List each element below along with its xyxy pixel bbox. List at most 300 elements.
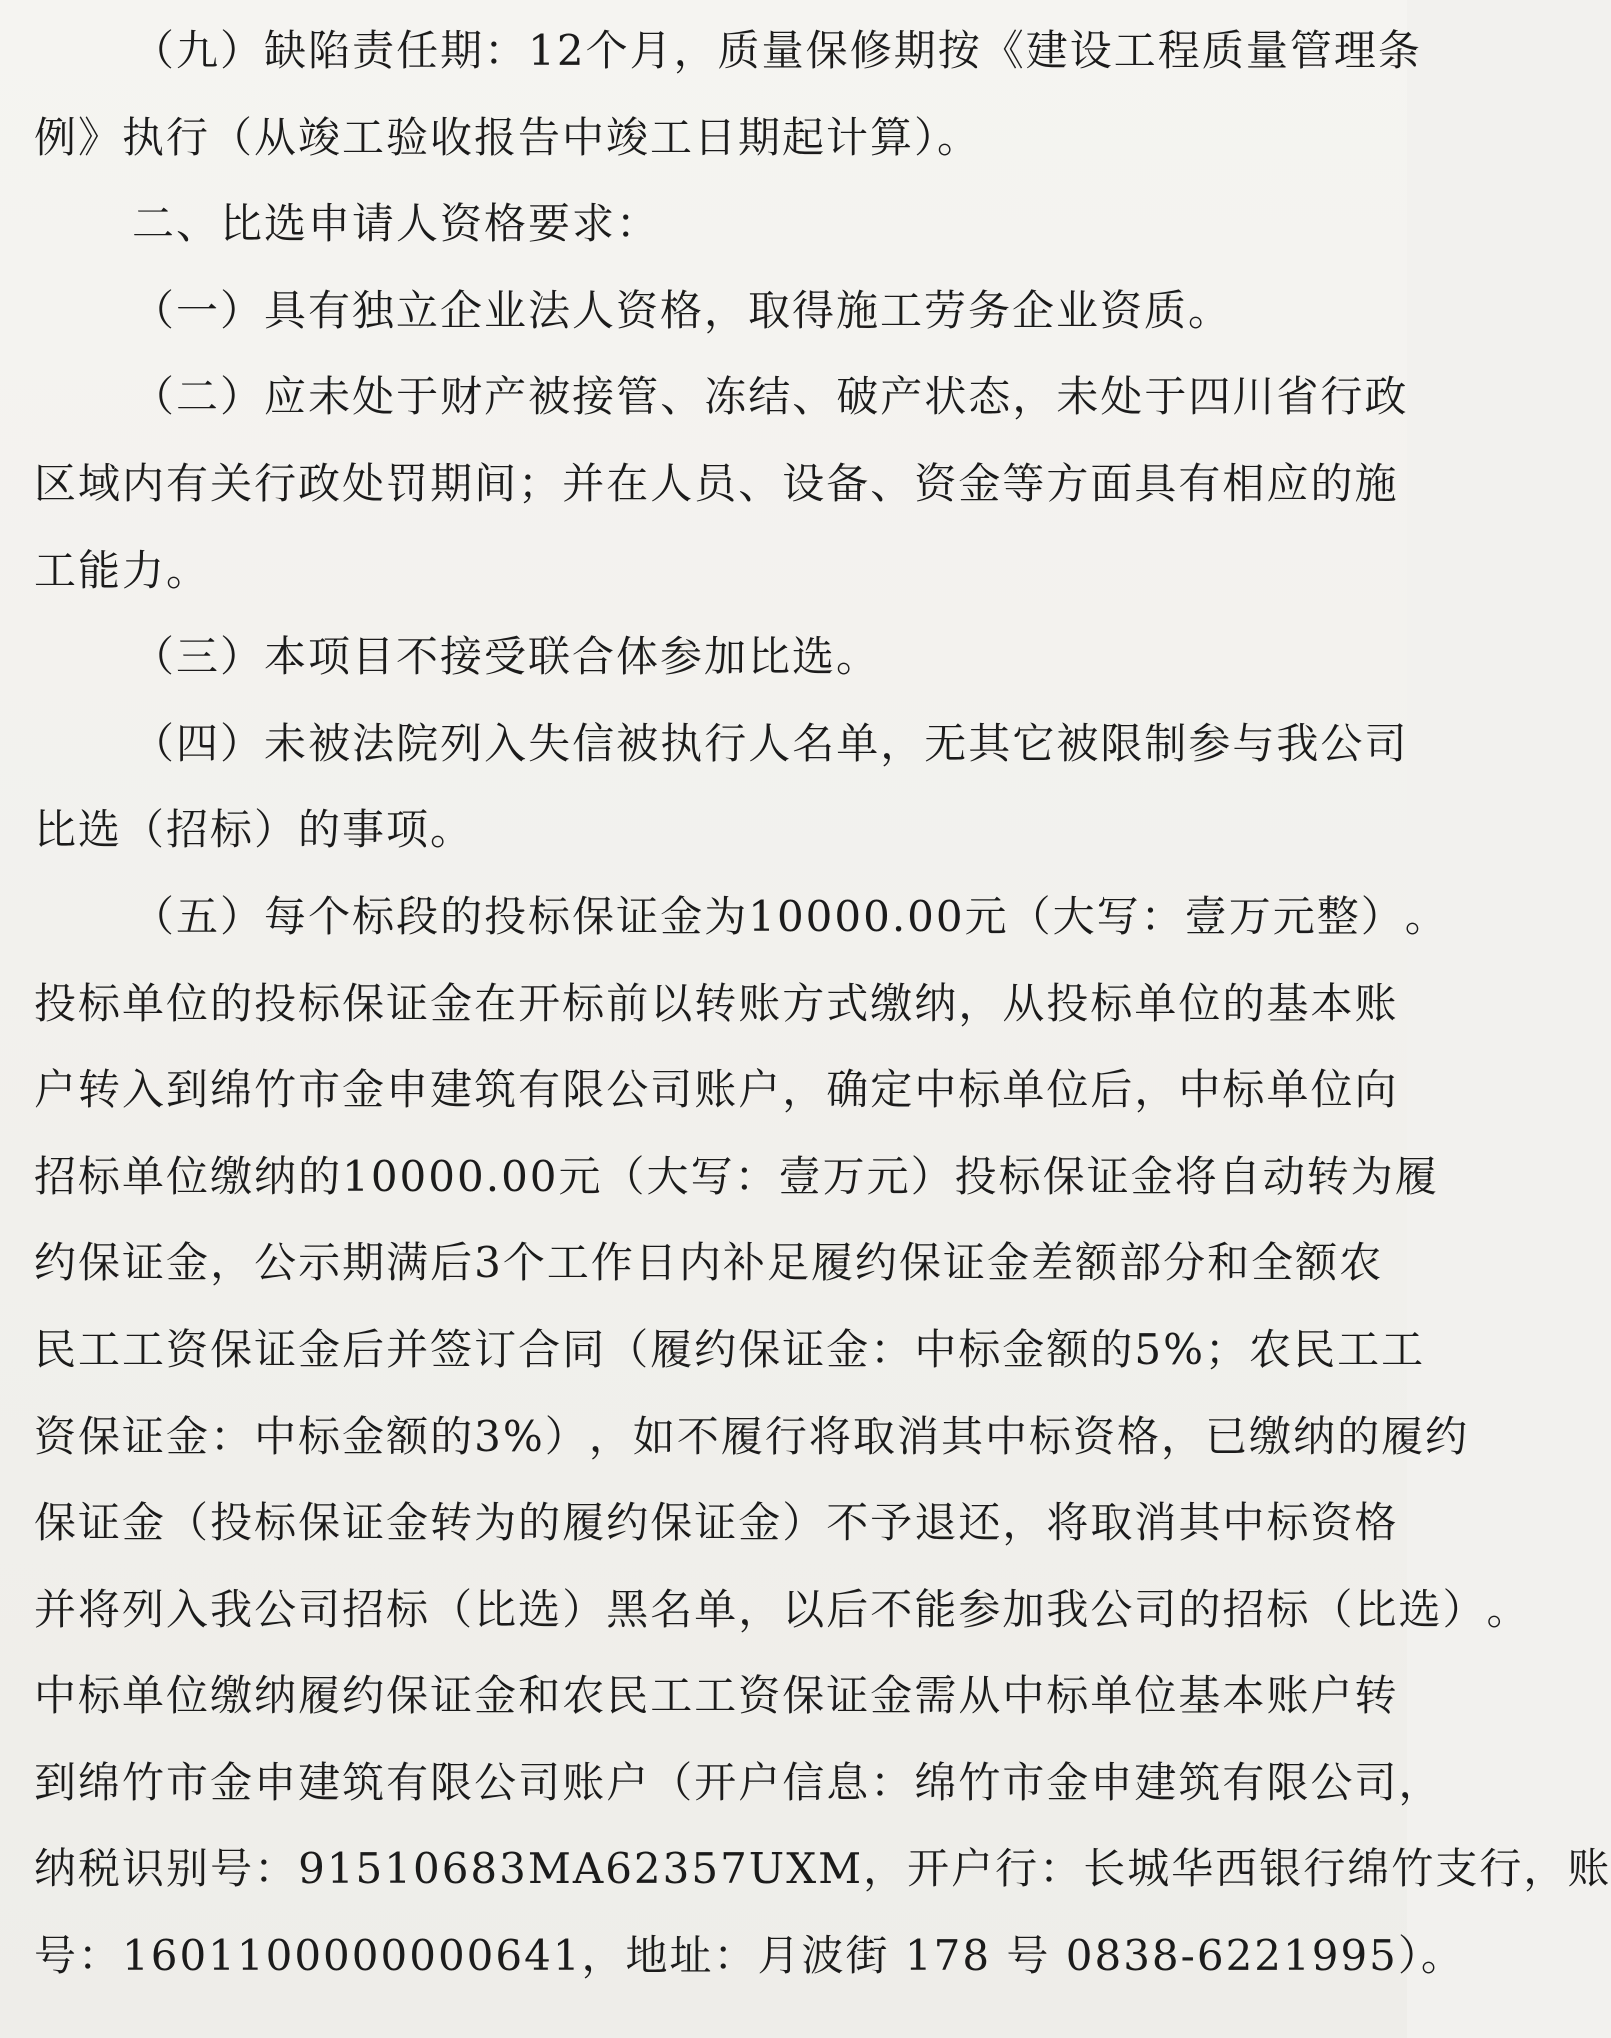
- document-line-token: 质: [717, 26, 762, 75]
- document-line-token: 足: [766, 1238, 811, 1288]
- document-line-token: 履: [811, 1238, 856, 1288]
- document-line-token: 罚: [386, 458, 431, 508]
- document-line-token: 履: [1394, 1151, 1439, 1201]
- document-line-token: 壹: [1184, 891, 1229, 941]
- document-line-token: 公: [1090, 1584, 1135, 1634]
- document-line-token: 3: [474, 1238, 503, 1288]
- document-line-token: 中: [34, 1671, 79, 1721]
- document-line-token: 行: [995, 1844, 1040, 1894]
- document-line-token: 银: [1259, 1844, 1304, 1894]
- document-line-token: 的: [1337, 1411, 1382, 1461]
- document-line-token: 投: [484, 891, 529, 941]
- document-line-token: 大: [646, 1151, 691, 1201]
- document-line-token: 位: [1046, 1065, 1091, 1115]
- document-line-token: 管: [1289, 26, 1334, 75]
- document-line-token: 账: [562, 1757, 607, 1807]
- document-line-token: （: [606, 1324, 651, 1374]
- document-line-token: 与: [1232, 718, 1277, 768]
- document-line-token: ，: [1012, 372, 1057, 422]
- document-line-token: 人: [748, 718, 793, 768]
- document-line-token: 履: [298, 1671, 343, 1721]
- document-line-token: 按: [937, 26, 982, 75]
- document-line-token: 元: [866, 1151, 911, 1201]
- document-line: （三）本项目不接受联合体参加比选。: [132, 632, 881, 682]
- document-line-token: 应: [1266, 458, 1311, 508]
- document-line-token: 的: [1178, 1584, 1223, 1634]
- document-line-token: 公: [254, 1238, 299, 1288]
- document-line-token: 缴: [870, 978, 915, 1028]
- document-line-token: 状: [924, 372, 969, 422]
- document-line-token: 约: [1425, 1411, 1470, 1461]
- document-line-token: 冻: [704, 372, 749, 422]
- document-line-token: 参: [1188, 718, 1233, 768]
- document-line-token: 投: [34, 978, 79, 1028]
- document-line-token: 相: [1222, 458, 1267, 508]
- document-line-token: 招: [1222, 1584, 1267, 1634]
- document-line: 二、比选申请人资格要求：: [132, 199, 661, 249]
- document-line-token: 户: [1310, 1671, 1355, 1721]
- document-line-token: 竹: [122, 1757, 167, 1807]
- document-line-token: 金: [870, 1671, 915, 1721]
- document-line: [34, 1047, 1399, 1134]
- document-line-token: 接: [572, 372, 617, 422]
- document-line-token: 大: [1052, 891, 1097, 941]
- document-line-token: 后: [826, 1584, 871, 1634]
- document-line-token: 金: [987, 1238, 1032, 1288]
- document-line-token: 格: [1117, 1411, 1162, 1461]
- document-line-token: 备: [826, 458, 871, 508]
- document-line-token: 行: [1479, 1844, 1524, 1894]
- document-line-token: 取: [1090, 1498, 1135, 1548]
- document-line-token: 转: [1354, 1671, 1399, 1721]
- document-line-token: 省: [1276, 372, 1321, 422]
- document-line-token: 、: [660, 372, 705, 422]
- document-line-token: 履: [562, 1498, 607, 1548]
- document-line-token: 期: [430, 458, 475, 508]
- document-line-token: 满: [386, 1238, 431, 1288]
- document-line-token: 民: [606, 1671, 651, 1721]
- document-line-token: 投: [1046, 978, 1091, 1028]
- document-line-token: 人: [650, 458, 695, 508]
- document-line-token: 保: [782, 1671, 827, 1721]
- document-line-token: 我: [1046, 1584, 1091, 1634]
- document-line-token: 识: [122, 1844, 167, 1894]
- document-line-token: 5%: [1134, 1324, 1206, 1374]
- document-line-token: 量: [761, 26, 806, 75]
- document-line-token: ，: [863, 1844, 908, 1894]
- document-line-token: 证: [943, 1238, 988, 1288]
- document-line-token: 和: [1207, 1238, 1252, 1288]
- document-line-token: 单: [122, 1151, 167, 1201]
- document-line: [34, 354, 1409, 441]
- document-line-token: 工: [78, 1324, 123, 1374]
- document-line-token: （: [602, 1151, 647, 1201]
- document-line-token: 如: [632, 1411, 677, 1461]
- document-line-token: 约: [855, 1238, 900, 1288]
- document-line-token: 加: [1002, 1584, 1047, 1634]
- document-line-token: 履: [650, 1324, 695, 1374]
- document-line-token: 金: [1002, 1324, 1047, 1374]
- document-line-token: 标: [352, 891, 397, 941]
- document-line-token: ）: [910, 1151, 955, 1201]
- document-line-token: 中: [914, 1324, 959, 1374]
- document-line-token: 予: [870, 1498, 915, 1548]
- document-line-token: 同: [562, 1324, 607, 1374]
- document-line-token: 在: [606, 458, 651, 508]
- document-line-token: 纳: [254, 1151, 299, 1201]
- document-line-token: 司: [1354, 1757, 1399, 1807]
- document-line-token: 民: [34, 1324, 79, 1374]
- document-line-token: 竹: [958, 1757, 1003, 1807]
- document-line: 号：1601100000000641，地址：月波街 178 号 0838-6221995）。: [34, 1931, 1465, 1981]
- document-line-token: 具: [1134, 458, 1179, 508]
- document-line-token: 行: [764, 1411, 809, 1461]
- document-line-token: 额: [386, 1411, 431, 1461]
- document-line: [34, 1480, 1399, 1567]
- document-line-token: ，: [782, 1065, 827, 1115]
- document-line: [34, 1653, 1399, 1740]
- document-line-token: 公: [1320, 718, 1365, 768]
- document-line-token: ：: [870, 1324, 915, 1374]
- document-line-token: 五: [176, 891, 221, 941]
- document-line-token: 将: [78, 1584, 123, 1634]
- document-line-token: 建: [430, 1065, 475, 1115]
- document-line-token: 绵: [914, 1757, 959, 1807]
- document-line-token: 农: [1249, 1324, 1294, 1374]
- document-line-token: 到: [166, 1065, 211, 1115]
- document-line-token: 招: [34, 1151, 79, 1201]
- document-line-token: 纳: [34, 1844, 79, 1894]
- document-line-token: 金: [342, 1065, 387, 1115]
- document-line-token: 处: [342, 458, 387, 508]
- document-line-token: 单: [1002, 1065, 1047, 1115]
- document-line-token: 其: [1178, 1498, 1223, 1548]
- document-line-token: 以: [782, 1584, 827, 1634]
- document-line-token: 域: [78, 458, 123, 508]
- document-line-token: 履: [1381, 1411, 1426, 1461]
- document-line: [34, 1134, 1439, 1221]
- document-line-token: 程: [1157, 26, 1202, 75]
- document-line-token: 为: [1350, 1151, 1395, 1201]
- document-line-token: 户: [738, 1757, 783, 1807]
- document-line-token: 标: [1028, 1411, 1073, 1461]
- document-line-token: 前: [606, 978, 651, 1028]
- document-line-token: 证: [694, 1498, 739, 1548]
- document-line-token: 内: [678, 1238, 723, 1288]
- document-line-token: 约: [342, 1671, 387, 1721]
- document-line-token: 公: [606, 1065, 651, 1115]
- document-line-token: 金: [1046, 1757, 1091, 1807]
- document-line-token: 信: [782, 1757, 827, 1807]
- document-line-token: 段: [396, 891, 441, 941]
- document-line-token: 中: [254, 1411, 299, 1461]
- document-line-token: （: [650, 1757, 695, 1807]
- document-line-token: 列: [122, 1584, 167, 1634]
- document-line-token: 政: [1364, 372, 1409, 422]
- document-line-token: 。: [1486, 1584, 1531, 1634]
- document-line-token: 标: [998, 1151, 1043, 1201]
- document-line-token: 财: [440, 372, 485, 422]
- document-line-token: 转: [694, 978, 739, 1028]
- document-line-token: 金: [166, 1411, 211, 1461]
- document-line-token: 竹: [254, 1065, 299, 1115]
- document-line-token: 后: [342, 1324, 387, 1374]
- document-line-token: 全: [1251, 1238, 1296, 1288]
- document-line: 比选（招标）的事项。: [34, 805, 475, 855]
- document-line-token: 法: [352, 718, 397, 768]
- document-line-token: 户: [951, 1844, 996, 1894]
- document-line-token: 保: [210, 1324, 255, 1374]
- document-line-token: 入: [166, 1584, 211, 1634]
- document-line-token: 元: [1272, 891, 1317, 941]
- document-line-token: 处: [1100, 372, 1145, 422]
- document-line-token: 市: [1002, 1757, 1047, 1807]
- document-line-token: 账: [738, 978, 783, 1028]
- document-line-token: 农: [1339, 1238, 1384, 1288]
- document-line-token: 额: [1075, 1238, 1120, 1288]
- document-line-token: ）: [1442, 1584, 1487, 1634]
- document-line-token: 证: [430, 1671, 475, 1721]
- document-line-token: 工: [546, 1238, 591, 1288]
- document-line-token: 方: [1046, 458, 1091, 508]
- document-line-token: 农: [562, 1671, 607, 1721]
- document-line-token: ，: [1002, 1498, 1047, 1548]
- document-line-token: 金: [122, 1498, 167, 1548]
- document-line-token: 元: [964, 891, 1009, 941]
- document-line-token: 名: [650, 1584, 695, 1634]
- document-line-token: 中: [1002, 1671, 1047, 1721]
- document-line-token: 签: [430, 1324, 475, 1374]
- document-line-token: 司: [518, 1757, 563, 1807]
- document-line-token: 金: [1130, 1151, 1175, 1201]
- document-line-token: 开: [694, 1757, 739, 1807]
- document-line-token: 基: [1178, 1671, 1223, 1721]
- document-line-token: 缴: [1249, 1411, 1294, 1461]
- document-line-token: 10000.00: [748, 891, 965, 941]
- document-line-token: 月: [629, 26, 674, 75]
- document-line-token: 行: [1303, 1844, 1348, 1894]
- document-line-token: ，: [1523, 1844, 1568, 1894]
- document-line: [34, 1220, 1384, 1307]
- document-line-token: ，: [738, 1584, 783, 1634]
- document-line-token: 每: [264, 891, 309, 941]
- document-line-token: ）: [220, 26, 265, 75]
- document-line-token: 保: [34, 1498, 79, 1548]
- document-line-token: 为: [704, 891, 749, 941]
- document-line-token: 金: [474, 1671, 519, 1721]
- document-line-token: 支: [1435, 1844, 1480, 1894]
- document-line-token: 的: [1222, 978, 1267, 1028]
- document-line-token: 期: [440, 26, 485, 75]
- document-line-token: 还: [958, 1498, 1003, 1548]
- document-line-token: 写: [1096, 891, 1141, 941]
- document-line-token: 未: [308, 372, 353, 422]
- document-line-token: ，: [588, 1411, 633, 1461]
- document-line-token: 纳: [1293, 1411, 1338, 1461]
- document-line-token: 执: [660, 718, 705, 768]
- document-line-token: 申: [1090, 1757, 1135, 1807]
- document-line-token: ，: [1134, 1065, 1179, 1115]
- document-line-token: 不: [826, 1498, 871, 1548]
- document-line-token: 动: [1262, 1151, 1307, 1201]
- document-line-token: （: [132, 891, 177, 941]
- document-line-token: 保: [650, 1498, 695, 1548]
- document-line-token: 未: [264, 718, 309, 768]
- document-line-token: 91510683MA62357UXM: [298, 1844, 864, 1894]
- document-line-token: 其: [940, 1411, 985, 1461]
- document-line-token: 标: [1266, 1584, 1311, 1634]
- document-line-token: 金: [210, 1757, 255, 1807]
- document-line-token: 开: [518, 978, 563, 1028]
- document-line-token: 定: [870, 1065, 915, 1115]
- document-line-token: 标: [1090, 978, 1135, 1028]
- document-line-token: 四: [176, 718, 221, 768]
- document-line-token: 标: [78, 1671, 123, 1721]
- document-line-token: 缺: [264, 26, 309, 75]
- document-line-token: 元: [558, 1151, 603, 1201]
- document-line-token: 信: [572, 718, 617, 768]
- document-line-token: 公: [1310, 1757, 1355, 1807]
- document-line-token: （: [132, 718, 177, 768]
- document-line-token: 无: [924, 718, 969, 768]
- document-line-token: 行: [1320, 372, 1365, 422]
- document-line-token: 。: [1404, 891, 1449, 941]
- document-line-token: 缴: [210, 1151, 255, 1201]
- document-line-token: 工: [122, 1324, 167, 1374]
- document-line-token: ）: [782, 1498, 827, 1548]
- document-line-token: 不: [870, 1584, 915, 1634]
- document-line-token: 向: [1354, 1065, 1399, 1115]
- document-line-token: 金: [660, 891, 705, 941]
- document-line-token: 城: [1127, 1844, 1172, 1894]
- document-line-token: 选: [518, 1584, 563, 1634]
- document-line: [34, 874, 1449, 961]
- document-line-token: 资: [1072, 1411, 1117, 1461]
- document-line-token: 合: [518, 1324, 563, 1374]
- document-line-token: 限: [430, 1757, 475, 1807]
- document-line: [34, 1394, 1470, 1481]
- document-line-token: 本: [1310, 978, 1355, 1028]
- document-line-token: 公: [474, 1757, 519, 1807]
- document-line-token: ；: [518, 458, 563, 508]
- document-line-token: 区: [34, 458, 79, 508]
- document-line-token: 补: [722, 1238, 767, 1288]
- document-line-token: 壹: [778, 1151, 823, 1201]
- document-body: [34, 8, 1611, 2000]
- document-line-token: 招: [342, 1584, 387, 1634]
- document-line-token: 金: [386, 1498, 431, 1548]
- document-line-token: 我: [210, 1584, 255, 1634]
- document-line-token: 单: [1134, 978, 1179, 1028]
- document-line-token: 工: [1113, 26, 1158, 75]
- document-line-token: 列: [440, 718, 485, 768]
- document-line-token: （: [1310, 1584, 1355, 1634]
- document-line-token: 12: [528, 26, 586, 75]
- document-line-token: 单: [122, 978, 167, 1028]
- document-line-token: 资: [1310, 1498, 1355, 1548]
- document-line-token: 中: [914, 1065, 959, 1115]
- document-line-token: 金: [958, 458, 1003, 508]
- document-line-token: 证: [386, 978, 431, 1028]
- document-line-token: 标: [528, 891, 573, 941]
- document-line-token: 已: [1205, 1411, 1250, 1461]
- document-line-token: ：: [254, 1844, 299, 1894]
- document-line-token: 投: [254, 978, 299, 1028]
- document-line-token: 于: [396, 372, 441, 422]
- document-line-token: 司: [1134, 1584, 1179, 1634]
- document-line-token: 制: [1144, 718, 1189, 768]
- document-line-token: 任: [396, 26, 441, 75]
- document-line-token: 行: [704, 718, 749, 768]
- document-line-token: 以: [650, 978, 695, 1028]
- document-line: [34, 441, 1399, 528]
- document-line-token: 资: [34, 1411, 79, 1461]
- document-line-token: 证: [1086, 1151, 1131, 1201]
- document-line-token: 有: [1222, 1757, 1267, 1807]
- document-line-token: 位: [1134, 1671, 1179, 1721]
- document-line-token: 有: [386, 1757, 431, 1807]
- document-line-token: 户: [606, 1757, 651, 1807]
- document-line-token: 能: [914, 1584, 959, 1634]
- document-line-token: 资: [738, 1671, 783, 1721]
- document-line-token: 长: [1083, 1844, 1128, 1894]
- document-line-token: 从: [1002, 978, 1047, 1028]
- document-line-token: 黑: [606, 1584, 651, 1634]
- document-line-token: 整: [1316, 891, 1361, 941]
- document-line-token: 单: [1090, 1671, 1135, 1721]
- document-line-token: 民: [1293, 1324, 1338, 1374]
- document-line-token: 示: [298, 1238, 343, 1288]
- document-line-token: ）: [220, 891, 265, 941]
- document-line-token: 结: [748, 372, 793, 422]
- document-line-token: 它: [1012, 718, 1057, 768]
- document-line-token: 3%: [474, 1411, 545, 1461]
- document-line-token: 账: [694, 1065, 739, 1115]
- document-line-token: （: [1008, 891, 1053, 941]
- document-line-token: 绵: [210, 1065, 255, 1115]
- document-line-token: 应: [264, 372, 309, 422]
- document-line-token: 陷: [308, 26, 353, 75]
- document-line-token: 的: [1310, 458, 1355, 508]
- document-line-token: 并: [562, 458, 607, 508]
- document-line-token: ）: [544, 1411, 589, 1461]
- document-line-token: 比: [474, 1584, 519, 1634]
- document-line-token: 限: [562, 1065, 607, 1115]
- document-line-token: 不: [676, 1411, 721, 1461]
- document-line-token: 工: [694, 1671, 739, 1721]
- document-line-token: 证: [826, 1671, 871, 1721]
- document-line-token: 被: [616, 718, 661, 768]
- document-line-token: 将: [1046, 1498, 1091, 1548]
- document-line-token: 证: [122, 1411, 167, 1461]
- document-line-token: 期: [342, 1238, 387, 1288]
- document-line-token: 司: [1364, 718, 1409, 768]
- document-line-token: 金: [430, 978, 475, 1028]
- document-line-token: 保: [386, 1671, 431, 1721]
- document-line-token: 金: [738, 1498, 783, 1548]
- document-line-token: 基: [1266, 978, 1311, 1028]
- document-line-token: ：: [1039, 1844, 1084, 1894]
- document-line-token: 从: [958, 1671, 1003, 1721]
- document-line-token: 转: [78, 1065, 123, 1115]
- document-line-token: 建: [298, 1757, 343, 1807]
- document-line-token: 筑: [474, 1065, 519, 1115]
- document-line-token: 纳: [914, 978, 959, 1028]
- document-line-token: 标: [958, 1065, 1003, 1115]
- document-line: [34, 1740, 1443, 1827]
- document-line-token: 开: [907, 1844, 952, 1894]
- document-line-token: ）: [1360, 891, 1405, 941]
